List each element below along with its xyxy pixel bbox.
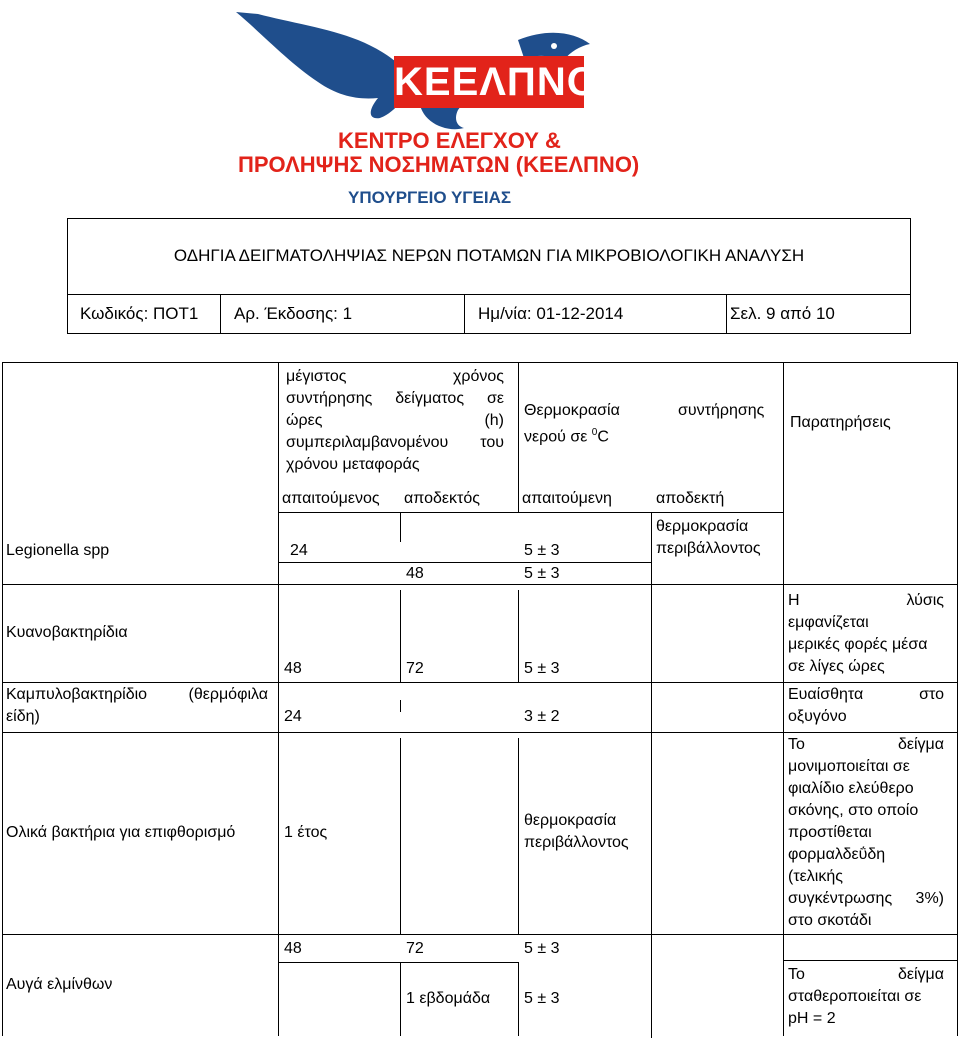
document-code: Κωδικός: ΠΟΤ1: [80, 304, 199, 323]
document-edition: Αρ. Έκδοσης: 1: [234, 304, 353, 323]
col-header-max-time: μέγιστος χρόνος συντήρησης δείγματος σε ώρες (h) συμπεριλαμβανομένου του χρόνου μεταφοράς: [286, 368, 504, 473]
header-title-row: [68, 219, 910, 295]
row-cyano-acceptable-time: 72: [406, 660, 424, 677]
row-helminth-acceptable-time-2: 1 εβδομάδα: [406, 990, 491, 1007]
subheader-required-temp: απαιτούμενη: [522, 490, 612, 507]
row-legionella-name: Legionella spp: [6, 542, 110, 559]
row-helminth-temp-2: 5 ± 3: [524, 990, 560, 1007]
col-header-temp-b: συντήρησης: [678, 402, 765, 419]
row-campylo-note: Ευαίσθητα στο οξυγόνο: [788, 686, 944, 725]
row-helminth-note: Το δείγμα σταθεροποιείται σε pH = 2: [788, 966, 944, 1027]
row-campylo-temp: 3 ± 2: [524, 708, 560, 725]
row-total-name: Ολικά βακτήρια για επιφθορισμό: [6, 824, 236, 841]
row-cyano-temp: 5 ± 3: [524, 660, 560, 677]
row-legionella-acceptable-temp-2: περιβάλλοντος: [656, 540, 761, 557]
org-name-line1: ΚΕΝΤΡΟ ΕΛΕΓΧΟΥ &: [338, 128, 561, 153]
row-cyano-name: Κυανοβακτηρίδια: [6, 624, 128, 641]
row-cyano-required-time: 48: [284, 660, 302, 677]
subheader-acceptable-time: αποδεκτός: [404, 490, 480, 507]
col-header-temp-c: νερού σε $^0$C: [524, 427, 609, 446]
subheader-acceptable-temp: αποδεκτή: [656, 490, 725, 507]
row-total-required-time: 1 έτος: [284, 824, 328, 841]
ministry-name: ΥΠΟΥΡΓΕΙΟ ΥΓΕΙΑΣ: [348, 188, 512, 207]
subheader-required-time: απαιτούμενος: [282, 490, 380, 507]
header-meta-row: [68, 295, 910, 333]
row-legionella-acceptable-temp-1: θερμοκρασία: [656, 518, 749, 535]
col-header-notes: Παρατηρήσεις: [790, 414, 891, 431]
page-number: Σελ. 9 από 10: [730, 304, 835, 323]
row-campylo-required-time: 24: [284, 708, 302, 725]
row-campylo-name: Καμπυλοβακτηρίδιο (θερμόφιλα είδη): [6, 686, 268, 725]
col-header-temp-a: Θερμοκρασία: [524, 402, 620, 419]
row-legionella-temp: 5 ± 3: [524, 542, 560, 559]
row-helminth-temp: 5 ± 3: [524, 940, 560, 957]
row-helminth-acceptable-time: 72: [406, 940, 424, 957]
row-helminth-name: Αυγά ελμίνθων: [6, 976, 113, 993]
row-total-temp-1: θερμοκρασία: [524, 812, 617, 829]
row-legionella-acceptable-time-2: 48: [406, 565, 424, 582]
row-total-temp-2: περιβάλλοντος: [524, 834, 629, 851]
document-header: [67, 218, 911, 334]
row-legionella-required-time: 24: [290, 542, 308, 559]
row-cyano-note: Η λύσις εμφανίζεται μερικές φορές μέσα σε λίγες ώρες: [788, 592, 944, 675]
row-helminth-required-time: 48: [284, 940, 302, 957]
document-title: ΟΔΗΓΙΑ ΔΕΙΓΜΑΤΟΛΗΨΙΑΣ ΝΕΡΩΝ ΠΟΤΑΜΩΝ ΓΙΑ ΜΙΚΡΟΒΙΟΛΟΓΙΚΗ ΑΝΑΛΥΣΗ: [173, 246, 805, 265]
org-name-line2: ΠΡΟΛΗΨΗΣ ΝΟΣΗΜΑΤΩΝ (ΚΕΕΛΠΝΟ): [238, 152, 640, 177]
org-short-badge: ΚΕΕΛΠΝΟ: [394, 56, 584, 108]
document-date: Ημ/νία: 01-12-2014: [478, 304, 624, 323]
row-total-note: Το δείγμα μονιμοποιείται σε φιαλίδιο ελεύθερο σκόνης, στο οποίο προστίθεται φορμαλδεΰδη (τελικής συγκέντρωσης 3%) στο σκοτάδι: [788, 736, 944, 929]
logo: [218, 0, 696, 212]
row-legionella-temp-2: 5 ± 3: [524, 565, 560, 582]
